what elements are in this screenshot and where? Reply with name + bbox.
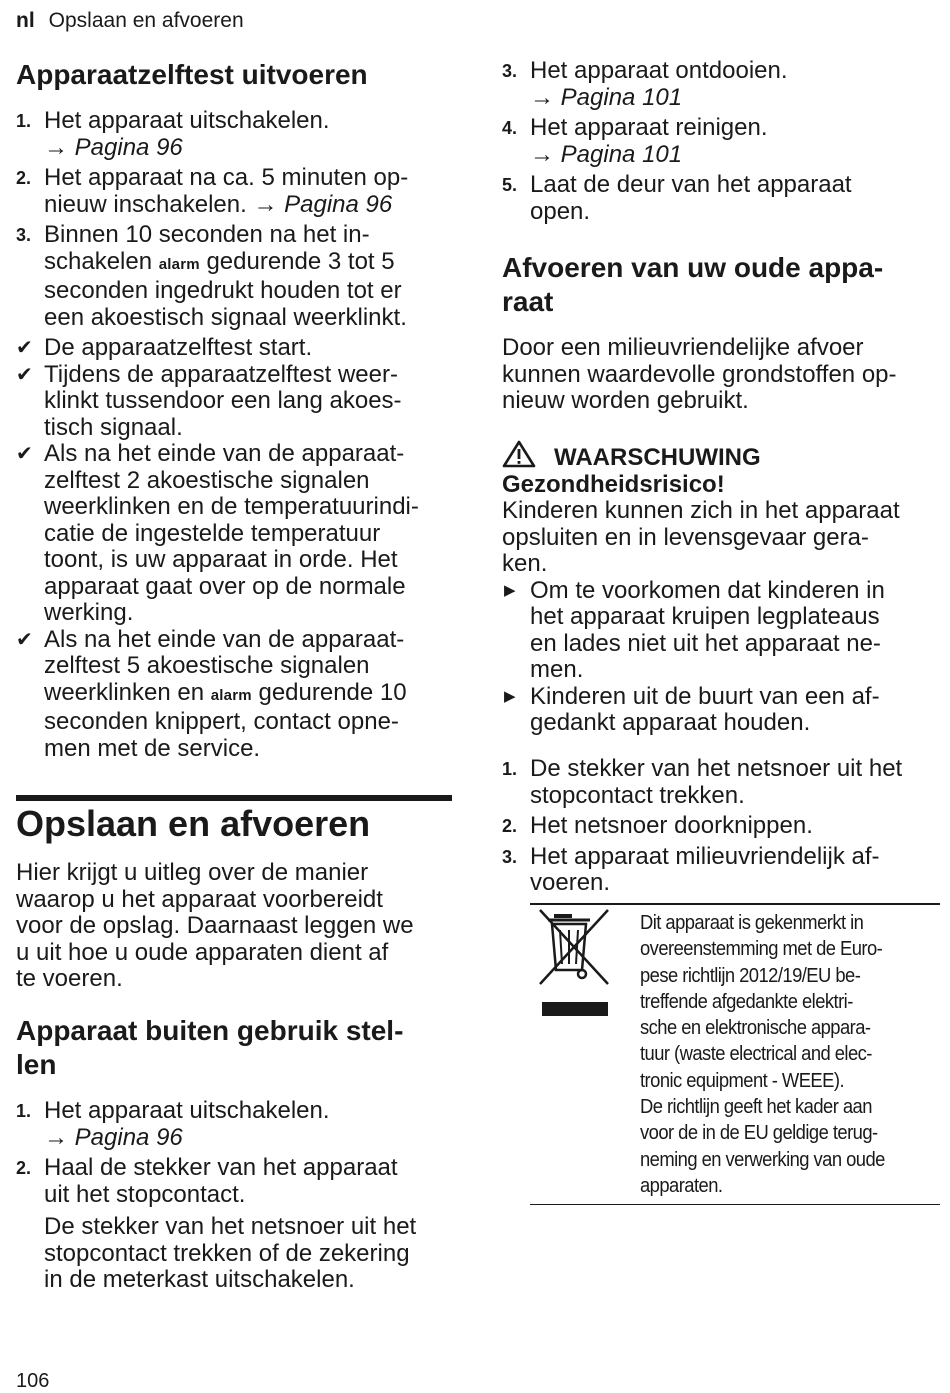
crossed-out-wheelie-bin-icon bbox=[538, 908, 614, 1018]
step-text: open. bbox=[530, 197, 591, 225]
result-text: apparaat gaat over op de normale bbox=[44, 572, 406, 600]
out-of-use-step-1 bbox=[16, 1098, 456, 1151]
bullet-text: Kinderen uit de buurt van een af- bbox=[530, 682, 880, 710]
step-text: gedurende 3 tot 5 bbox=[199, 247, 395, 275]
warning-box bbox=[502, 440, 942, 737]
disposal-steps bbox=[502, 756, 942, 897]
language-code: nl bbox=[16, 9, 35, 32]
out-of-use-steps bbox=[16, 1098, 456, 1294]
weee-line: Dit apparaat is gekenmerkt in bbox=[640, 912, 864, 934]
selftest-result-4 bbox=[16, 627, 456, 763]
step-number: 2. bbox=[16, 1158, 32, 1178]
intro-text: kunnen waardevolle grondstoffen op- bbox=[502, 360, 897, 388]
out-of-use-step-5 bbox=[502, 172, 942, 225]
intro-text: u uit hoe u oude apparaten dient af bbox=[16, 938, 389, 966]
weee-line: pese richtlijn 2012/19/EU be- bbox=[640, 964, 861, 987]
result-text: gedurende 10 bbox=[251, 678, 407, 706]
storage-intro bbox=[16, 860, 456, 993]
warning-bullet-2 bbox=[502, 684, 942, 737]
warning-title bbox=[502, 440, 942, 472]
selftest-step-3 bbox=[16, 222, 456, 331]
selftest-heading: Apparaatzelftest uitvoeren bbox=[16, 59, 368, 90]
page-reference-link[interactable]: → Pagina 96 bbox=[253, 190, 393, 218]
disposal-step-3 bbox=[502, 844, 942, 897]
step-number: 5. bbox=[502, 175, 518, 195]
step-text: seconden ingedrukt houden tot er bbox=[44, 277, 402, 304]
weee-line: sche en elektronische appara- bbox=[640, 1017, 871, 1040]
result-text: zelftest 2 akoestische signalen bbox=[44, 466, 370, 494]
weee-line: neming en verwerking van oude bbox=[640, 1148, 885, 1171]
step-text: Haal de stekker van het apparaat bbox=[44, 1154, 398, 1181]
intro-text: Hier krijgt u uitleg over de manier bbox=[16, 859, 369, 886]
selftest-step-1 bbox=[16, 108, 456, 161]
selftest-result-2 bbox=[16, 362, 456, 442]
disposal-step-2 bbox=[502, 813, 942, 840]
weee-line: treffende afgedankte elektri- bbox=[640, 990, 853, 1013]
weee-line: tuur (waste electrical and elec- bbox=[640, 1043, 872, 1066]
step-number: 1. bbox=[16, 111, 32, 131]
weee-line: overeenstemming met de Euro- bbox=[640, 938, 883, 961]
step-text: voeren. bbox=[530, 869, 611, 896]
storage-heading: Opslaan en afvoeren bbox=[16, 803, 371, 844]
result-text: toont, is uw apparaat in orde. Het bbox=[44, 546, 398, 573]
weee-line: voor de in de EU geldige terug- bbox=[640, 1122, 878, 1145]
page-reference-link[interactable]: → Pagina 96 bbox=[44, 1123, 183, 1151]
step-text: stopcontact trekken. bbox=[530, 781, 745, 809]
intro-text: Door een milieuvriendelijke afvoer bbox=[502, 334, 864, 361]
check-icon: ✔ bbox=[16, 363, 33, 386]
step-number: 3. bbox=[502, 61, 518, 81]
step-number: 2. bbox=[16, 168, 32, 188]
step-text: Het apparaat milieuvriendelijk af- bbox=[530, 842, 880, 870]
weee-line: apparaten. bbox=[640, 1174, 723, 1197]
selftest-result-1 bbox=[16, 335, 456, 362]
check-icon: ✔ bbox=[16, 443, 33, 465]
result-text: tisch signaal. bbox=[44, 413, 183, 441]
disposal-intro bbox=[502, 335, 942, 415]
result-text: zelftest 5 akoestische signalen bbox=[44, 652, 370, 679]
page-reference-link[interactable]: → Pagina 101 bbox=[530, 83, 683, 111]
out-of-use-note bbox=[16, 1214, 456, 1294]
step-number: 1. bbox=[502, 759, 518, 779]
weee-box-top-rule bbox=[530, 903, 940, 905]
step-text: Het netsnoer doorknippen. bbox=[530, 812, 813, 839]
bullet-triangle-icon: ▶ bbox=[504, 581, 516, 599]
result-text: klinkt tussendoor een lang akoes- bbox=[44, 387, 402, 414]
step-text: uit het stopcontact. bbox=[44, 1180, 246, 1208]
warning-text: ken. bbox=[502, 550, 548, 577]
intro-text: nieuw worden gebruikt. bbox=[502, 387, 749, 414]
selftest-steps bbox=[16, 108, 456, 762]
alarm-key-label: alarm bbox=[210, 686, 252, 704]
result-text: Als na het einde van de apparaat- bbox=[44, 625, 405, 653]
intro-text: te voeren. bbox=[16, 965, 123, 992]
result-text: Tijdens de apparaatzelftest weer- bbox=[44, 360, 398, 388]
result-text: Als na het einde van de apparaat- bbox=[44, 440, 405, 467]
bullet-text: het apparaat kruipen legplateaus bbox=[530, 603, 880, 630]
page-reference-link[interactable]: → Pagina 101 bbox=[530, 140, 683, 168]
weee-line: tronic equipment - WEEE). bbox=[640, 1069, 845, 1092]
warning-triangle-icon bbox=[502, 440, 536, 468]
out-of-use-step-3 bbox=[502, 58, 942, 111]
step-text: nieuw inschakelen. bbox=[44, 190, 254, 218]
step-text: Het apparaat uitschakelen. bbox=[44, 1097, 330, 1124]
bullet-triangle-icon: ▶ bbox=[504, 687, 516, 705]
note-text: in de meterkast uitschakelen. bbox=[44, 1266, 355, 1293]
result-text: weerklinken en bbox=[44, 678, 211, 706]
result-text: catie de ingestelde temperatuur bbox=[44, 519, 381, 547]
selftest-result-3 bbox=[16, 441, 456, 627]
out-of-use-heading bbox=[16, 1014, 456, 1082]
intro-text: voor de opslag. Daarnaast leggen we bbox=[16, 912, 414, 939]
check-icon: ✔ bbox=[16, 337, 33, 359]
warning-bullet-1 bbox=[502, 578, 942, 684]
bullet-text: Om te voorkomen dat kinderen in bbox=[530, 576, 885, 604]
step-text: Het apparaat na ca. 5 minuten op- bbox=[44, 164, 409, 191]
result-text: men met de service. bbox=[44, 734, 261, 762]
selftest-step-2 bbox=[16, 165, 456, 218]
step-number: 2. bbox=[502, 816, 518, 836]
page-reference-link[interactable]: → Pagina 96 bbox=[44, 133, 183, 161]
intro-text: waarop u het apparaat voorbereidt bbox=[16, 885, 383, 913]
warning-text: Kinderen kunnen zich in het apparaat bbox=[502, 497, 900, 524]
warning-text: opsluiten en in levensgevaar gera- bbox=[502, 523, 869, 551]
bullet-text: en lades niet uit het apparaat ne- bbox=[530, 629, 881, 657]
page-header bbox=[16, 8, 244, 34]
page-number: 106 bbox=[16, 1370, 50, 1392]
step-text: Het apparaat uitschakelen. bbox=[44, 107, 330, 134]
disposal-step-1 bbox=[502, 756, 942, 809]
step-text: een akoestisch signaal weerklinkt. bbox=[44, 303, 407, 331]
weee-line: De richtlijn geeft het kader aan bbox=[640, 1096, 872, 1119]
heading-line: Afvoeren van uw oude appa- bbox=[502, 252, 884, 283]
heading-line: Apparaat buiten gebruik stel- bbox=[16, 1015, 404, 1046]
step-text: De stekker van het netsnoer uit het bbox=[530, 755, 903, 782]
step-number: 1. bbox=[16, 1101, 32, 1121]
out-of-use-step-2 bbox=[16, 1155, 456, 1208]
warning-subtitle: Gezondheidsrisico! bbox=[502, 470, 725, 498]
warning-label: WAARSCHUWING bbox=[554, 444, 761, 471]
heading-line: len bbox=[16, 1049, 57, 1080]
step-number: 4. bbox=[502, 118, 518, 138]
section-name: Opslaan en afvoeren bbox=[48, 9, 244, 32]
weee-text bbox=[640, 910, 940, 1199]
step-text: schakelen bbox=[44, 247, 159, 275]
note-text: De stekker van het netsnoer uit het bbox=[44, 1213, 417, 1240]
bullet-text: men. bbox=[530, 656, 584, 683]
result-text: De apparaatzelftest start. bbox=[44, 334, 313, 361]
bullet-text: gedankt apparaat houden. bbox=[530, 709, 811, 736]
step-text: Het apparaat ontdooien. bbox=[530, 57, 788, 84]
step-number: 3. bbox=[502, 846, 518, 867]
step-text: Binnen 10 seconden na het in- bbox=[44, 221, 370, 248]
step-text: Het apparaat reinigen. bbox=[530, 114, 768, 141]
heading-line: raat bbox=[502, 286, 554, 317]
weee-box-bottom-rule bbox=[530, 1204, 940, 1205]
result-text: seconden knippert, contact opne- bbox=[44, 708, 399, 735]
out-of-use-step-4 bbox=[502, 115, 942, 168]
disposal-heading bbox=[502, 251, 942, 319]
step-text: Laat de deur van het apparaat bbox=[530, 171, 852, 198]
section-divider bbox=[16, 795, 452, 801]
out-of-use-steps-continued bbox=[502, 58, 942, 225]
alarm-key-label: alarm bbox=[158, 255, 200, 273]
check-icon: ✔ bbox=[16, 628, 33, 651]
result-text: werking. bbox=[44, 599, 134, 626]
step-number: 3. bbox=[16, 225, 32, 245]
result-text: weerklinken en de temperatuurindi- bbox=[44, 493, 419, 520]
note-text: stopcontact trekken of de zekering bbox=[44, 1239, 410, 1267]
